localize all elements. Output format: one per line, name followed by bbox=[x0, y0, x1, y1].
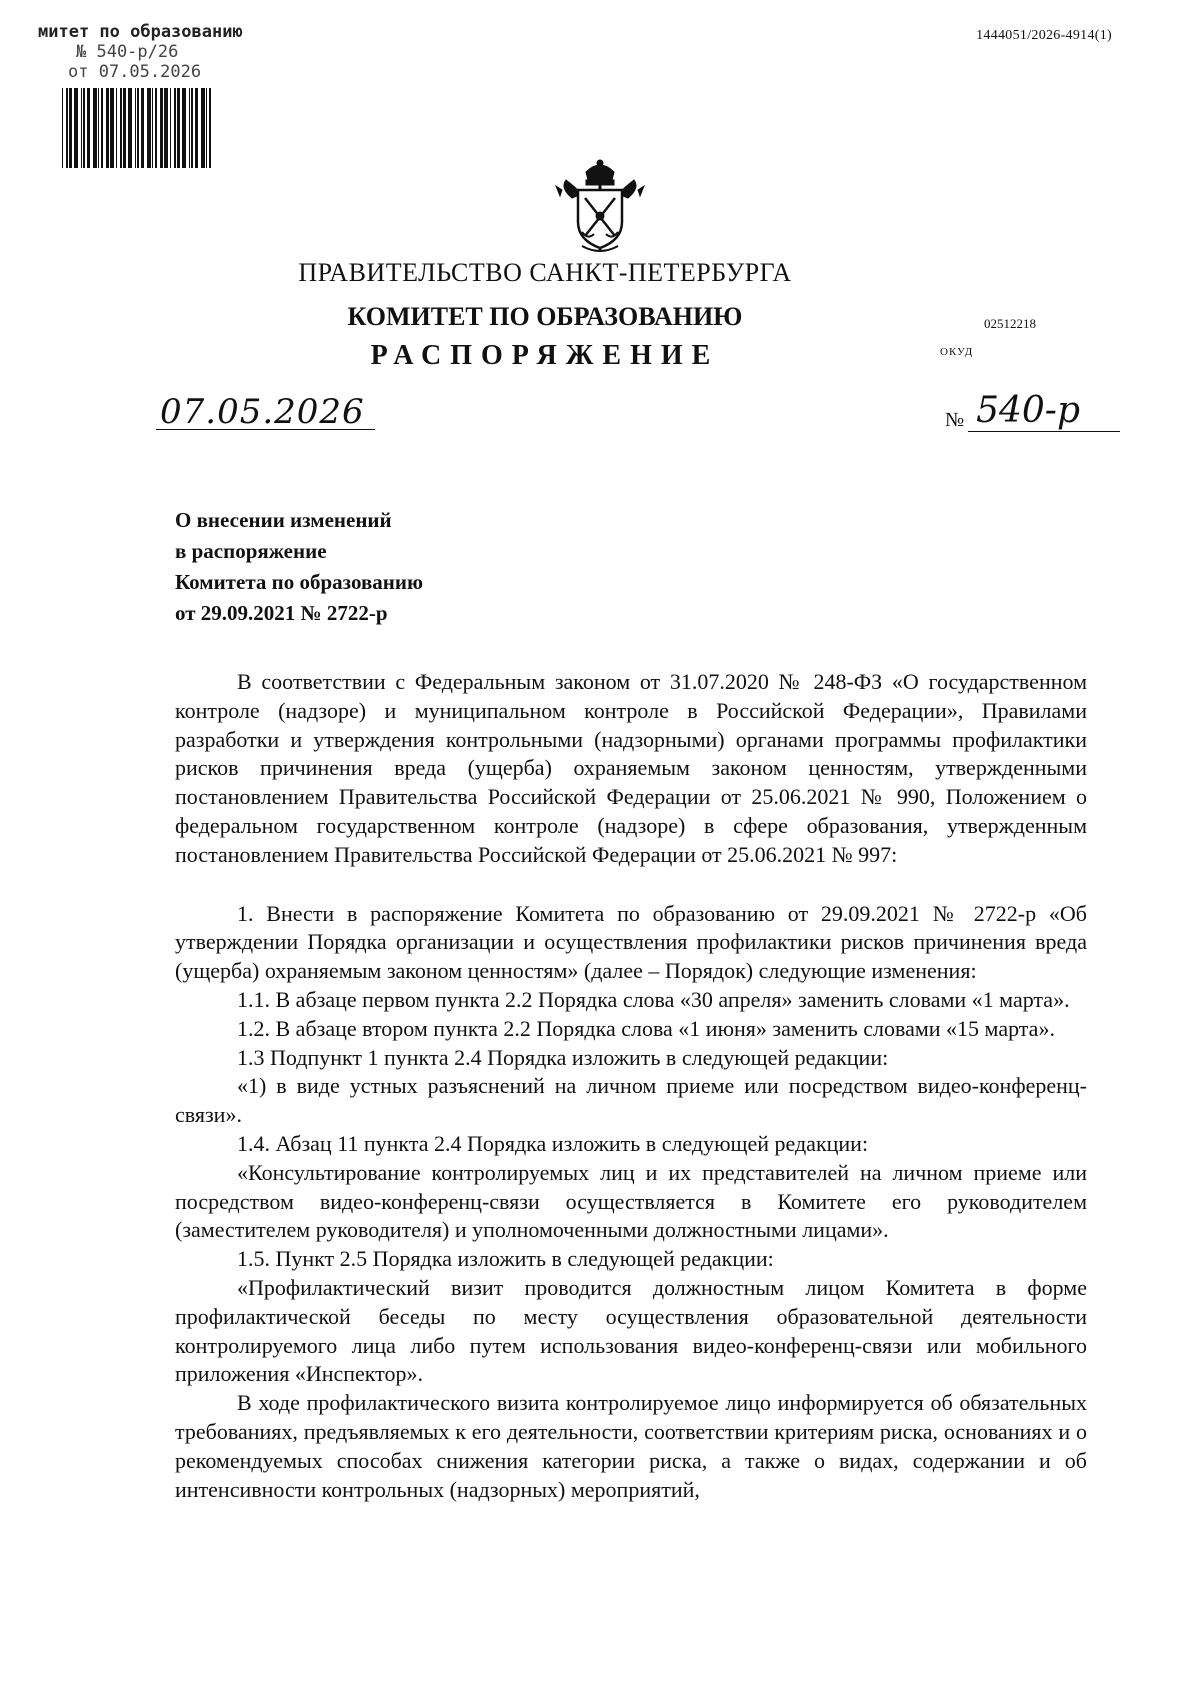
subject-line: О внесении изменений bbox=[175, 508, 392, 532]
government-name: ПРАВИТЕЛЬСТВО САНКТ-ПЕТЕРБУРГА bbox=[298, 258, 792, 287]
barcode-bar bbox=[137, 88, 139, 168]
handwritten-number: 540-р bbox=[968, 390, 1120, 432]
barcode-bar bbox=[160, 88, 163, 168]
barcode-bar bbox=[93, 88, 97, 168]
registration-stamp bbox=[38, 22, 253, 82]
barcode-bar bbox=[191, 88, 193, 168]
okud-code: 02512218 bbox=[984, 316, 1036, 331]
barcode-bar bbox=[177, 88, 180, 168]
barcode-bar bbox=[106, 88, 109, 168]
clause-1-3-text: «1) в виде устных разъяснений на личном приеме или посредством видео-конференц-связи». bbox=[175, 1073, 1087, 1128]
subject-line: в распоряжение bbox=[175, 539, 327, 563]
barcode-bar bbox=[174, 88, 176, 168]
barcode-bar bbox=[206, 88, 207, 168]
clause-1-1: 1.1. В абзаце первом пункта 2.2 Порядка слова «30 апреля» заменить словами «1 марта». bbox=[237, 986, 1070, 1012]
number-sign: № bbox=[945, 409, 965, 431]
barcode-bar bbox=[123, 88, 126, 168]
clause-1-2: 1.2. В абзаце втором пункта 2.2 Порядка слова «1 июня» заменить словами «15 марта». bbox=[237, 1015, 1055, 1041]
barcode-bar bbox=[66, 88, 68, 168]
barcode-bar bbox=[152, 88, 153, 168]
barcode-bar bbox=[128, 88, 132, 168]
barcode-bar bbox=[141, 88, 144, 168]
clause-1-4: 1.4. Абзац 11 пункта 2.4 Порядка изложить в следующей редакции: bbox=[237, 1130, 869, 1156]
preamble-paragraph: В соответствии с Федеральным законом от 31.07.2020 № 248-ФЗ «О государственном контроле (надзоре) и муниципальном контроле в Российской Федерации», Правилами разработки и утверждения контрольными (надзорными) органами программы профилактики рисков причинения вреда (ущерба) охраняемым законом ценностям, утвержденными постановлением Правительства Российской Федерации от 25.06.2021 № 990, Положением о федеральном государственном контроле (надзоре) в сфере образования, утвержденным постановлением Правительства Российской Федерации от 25.06.2021 № 997: bbox=[175, 669, 1087, 867]
barcode-bar bbox=[189, 88, 190, 168]
clause-1: 1. Внести в распоряжение Комитета по образованию от 29.09.2021 № 2722-р «Об утверждении Порядка организации и осуществления профилактики рисков причинения вреда (ущерба) охраняемым законом ценностям» (далее – Порядок) следующие изменения: bbox=[175, 900, 1087, 984]
registration-number: 1444051/2026-4914(1) bbox=[976, 28, 1112, 43]
clause-1-5-text: «Профилактический визит проводится должностным лицом Комитета в форме профилактической беседы по месту осуществления образовательной деятельности контролируемого лица либо путем использования видео-конференц-связи или мобильного приложения «Инспектор». bbox=[175, 1274, 1087, 1387]
stamp-line-number: № 540-р/26 bbox=[76, 42, 179, 62]
barcode-bar bbox=[164, 88, 168, 168]
barcode-bar bbox=[155, 88, 157, 168]
document-type-title: РАСПОРЯЖЕНИЕ bbox=[370, 340, 720, 371]
barcode-bar bbox=[110, 88, 114, 168]
barcode-bar bbox=[195, 88, 198, 168]
barcode-bar bbox=[201, 88, 205, 168]
committee-name: КОМИТЕТ ПО ОБРАЗОВАНИЮ bbox=[347, 302, 743, 331]
stamp-line-date: от 07.05.2026 bbox=[68, 62, 202, 82]
barcode-bar bbox=[170, 88, 171, 168]
clause-1-5-text-continued: В ходе профилактического визита контролируемое лицо информируется об обязательных требованиях, предъявляемых к его деятельности, соответствии критериям риска, основаниях и о рекомендуемых способах снижения категории риска, а также о видах, содержании и об интенсивности контрольных (надзорных) мероприятий, bbox=[175, 1390, 1087, 1502]
clause-1-3: 1.3 Подпункт 1 пункта 2.4 Порядка изложить в следующей редакции: bbox=[237, 1044, 889, 1070]
handwritten-date: 07.05.2026 bbox=[160, 392, 365, 432]
document-body bbox=[175, 668, 1087, 1504]
barcode-bar bbox=[83, 88, 85, 168]
barcode-bar bbox=[98, 88, 99, 168]
document-subject bbox=[175, 505, 595, 629]
subject-line: Комитета по образованию bbox=[175, 570, 424, 594]
subject-line: от 29.09.2021 № 2722-р bbox=[175, 601, 388, 625]
barcode-bar bbox=[209, 88, 211, 168]
barcode-bar bbox=[135, 88, 136, 168]
barcode-bar bbox=[116, 88, 117, 168]
barcode-bar bbox=[69, 88, 72, 168]
barcode-bar bbox=[120, 88, 122, 168]
barcode-bar bbox=[101, 88, 103, 168]
barcode-bar bbox=[62, 88, 63, 168]
saint-petersburg-coat-of-arms-icon bbox=[552, 158, 648, 256]
barcode bbox=[62, 88, 214, 168]
barcode-bar bbox=[182, 88, 186, 168]
clause-1-5: 1.5. Пункт 2.5 Порядка изложить в следующей редакции: bbox=[237, 1246, 774, 1272]
barcode-bar bbox=[147, 88, 151, 168]
barcode-bar bbox=[87, 88, 90, 168]
barcode-bar bbox=[74, 88, 78, 168]
barcode-bar bbox=[81, 88, 82, 168]
stamp-line-organization: митет по образованию bbox=[38, 22, 243, 42]
clause-1-4-text: «Консультирование контролируемых лиц и их представителей на личном приеме или посредством видео-конференц-связи осуществляется в Комитете его руководителем (заместителем руководителя) и уполномоченными должностными лицами». bbox=[175, 1159, 1087, 1243]
okud-label: ОКУД bbox=[940, 346, 974, 358]
document-number bbox=[945, 390, 1120, 432]
